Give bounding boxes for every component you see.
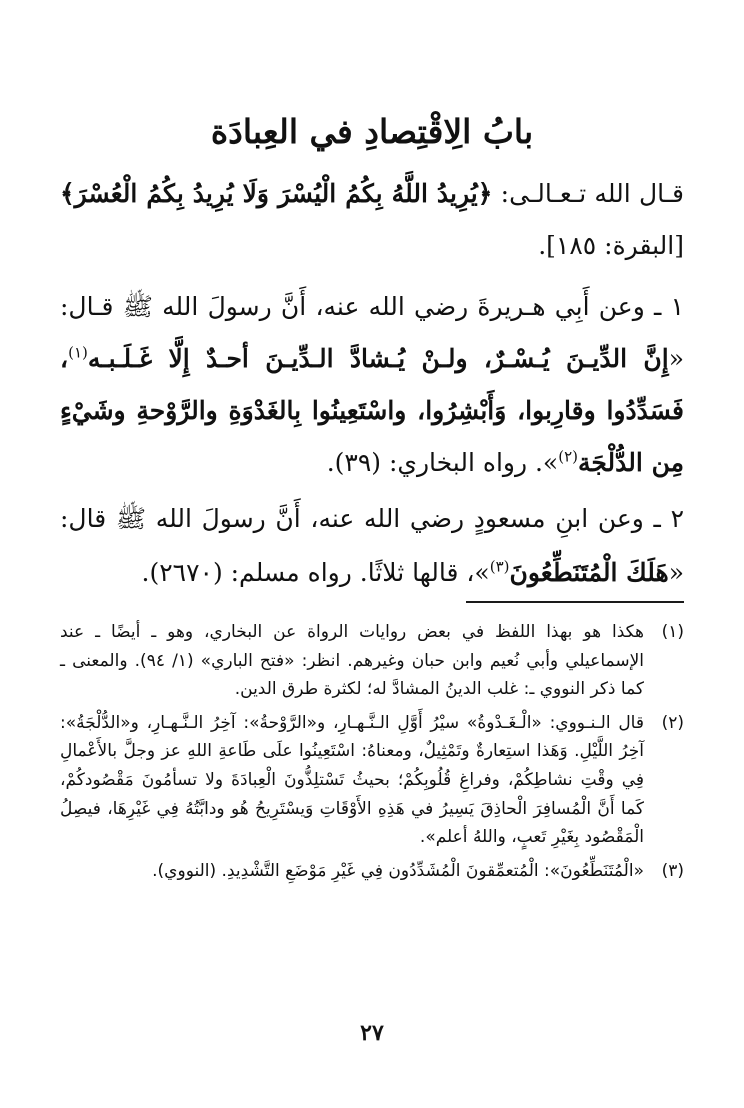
footnote-text: قال الـنـووي: «الْـغَـدْوةُ» سيْرُ أَوَّلِ الـنَّـهـارِ، و«الرَّوْحةُ»: آخِرُ الـنَّـهـارِ، و«الدُّلْجَةُ»: آخِرُ اللَّيْلِ. وَهَذا استِعارةٌ وتَمْثِيلٌ، ومعناهُ: اسْتَعِينُوا علَى طَاعةِ اللهِ عز وجلَّ بالأَعْمالِ فِي وقْتِ نشاطِكُمْ، وفراغِ قُلُوبِكُمْ؛ بحيثُ تَسْتلِذُّونَ الْعِبادَةَ ولا تسأمُونَ مَقْصُودكُمْ، كَما أَنَّ الْمُسافِرَ الْحاذِقَ يَسِيرُ في هَذِهِ الأَوْقَاتِ وَيسْتَرِيحُ هُو ودابَّتُهُ فِي غَيْرِهَا، فيصِلُ الْمَقْصُود بِغَيْرِ تَعبٍ، واللهُ أعلم».: [60, 712, 644, 848]
hadith-2: [60, 492, 684, 600]
footnotes: [60, 618, 684, 890]
hadith-1-intro: ١ ـ وعن أَبِي هـريرةَ رضي الله عنه، أَنَّ رسولَ الله ﷺ قـال: «: [60, 292, 684, 373]
footnote-number: (١): [661, 622, 684, 642]
hadith-1-text-a: إِنَّ الدِّيـنَ يُـسْـرٌ، ولـنْ يُـشادَّ الـدِّيـنَ أحـدٌ إِلَّا غَـلَـبـه: [87, 344, 669, 373]
quran-verse-paragraph: [60, 168, 684, 272]
verse-text: ﴿يُرِيدُ اللَّهُ بِكُمُ الْيُسْرَ وَلَا يُرِيدُ بِكُمُ الْعُسْرَ﴾: [60, 179, 493, 208]
footnote-1: [60, 618, 684, 704]
footnote-text: «الْمُتَنَطِّعُونَ»: الْمُتعمِّقونَ الْمُشَدِّدُون فِي غَيْرِ مَوْضَعِ التَّشْدِيدِ. (النووي).: [152, 860, 644, 881]
hadith-1: [60, 281, 684, 489]
hadith-1-source: ». رواه البخاري: (٣٩).: [326, 448, 559, 477]
footnote-2: [60, 709, 684, 852]
footnote-ref-3: (٣): [489, 557, 510, 576]
hadith-1-text-b: ، فَسَدِّدُوا وقارِبوا، وَأَبْشِرُوا، واسْتَعِينُوا بِالغَدْوَةِ والرَّوْحةِ وشَيْءٍ مِن الدُّلْجَة: [60, 344, 684, 477]
hadith-2-text: هَلَكَ الْمُتَنَطِّعُونَ: [509, 558, 669, 587]
footnote-divider: [466, 601, 684, 603]
page-number: ٢٧: [360, 1020, 384, 1046]
hadith-2-source: »، قالها ثلاثًا. رواه مسلم: (٢٦٧٠).: [141, 558, 490, 587]
hadith-2-intro: ٢ ـ وعن ابنِ مسعودٍ رضي الله عنه، أَنَّ رسولَ الله ﷺ قال: «: [60, 504, 684, 587]
footnote-ref-2: (٢): [558, 447, 579, 466]
footnote-ref-1: (١): [68, 343, 88, 362]
chapter-title: بابُ الِاقْتِصادِ في العِبادَة: [210, 112, 534, 151]
footnote-number: (٣): [661, 860, 684, 881]
verse-intro: قـال الله تـعـالـى:: [492, 179, 684, 208]
footnote-number: (٢): [661, 712, 684, 733]
footnote-3: [60, 857, 684, 886]
verse-reference: [البقرة: ١٨٥].: [538, 231, 684, 260]
footnote-text: هكذا هو بهذا اللفظ في بعض روايات الرواة عن البخاري، وهو ـ أيضًا ـ عند الإسماعيلي وأبي نُعيم وابن حبان وغيرهم. انظر: «فتح الباري» (١/ ٩٤). والمعنى ـ كما ذكر النووي ـ: غلب الدينُ المشادَّ له؛ لكثرة طرق الدين.: [60, 622, 644, 700]
